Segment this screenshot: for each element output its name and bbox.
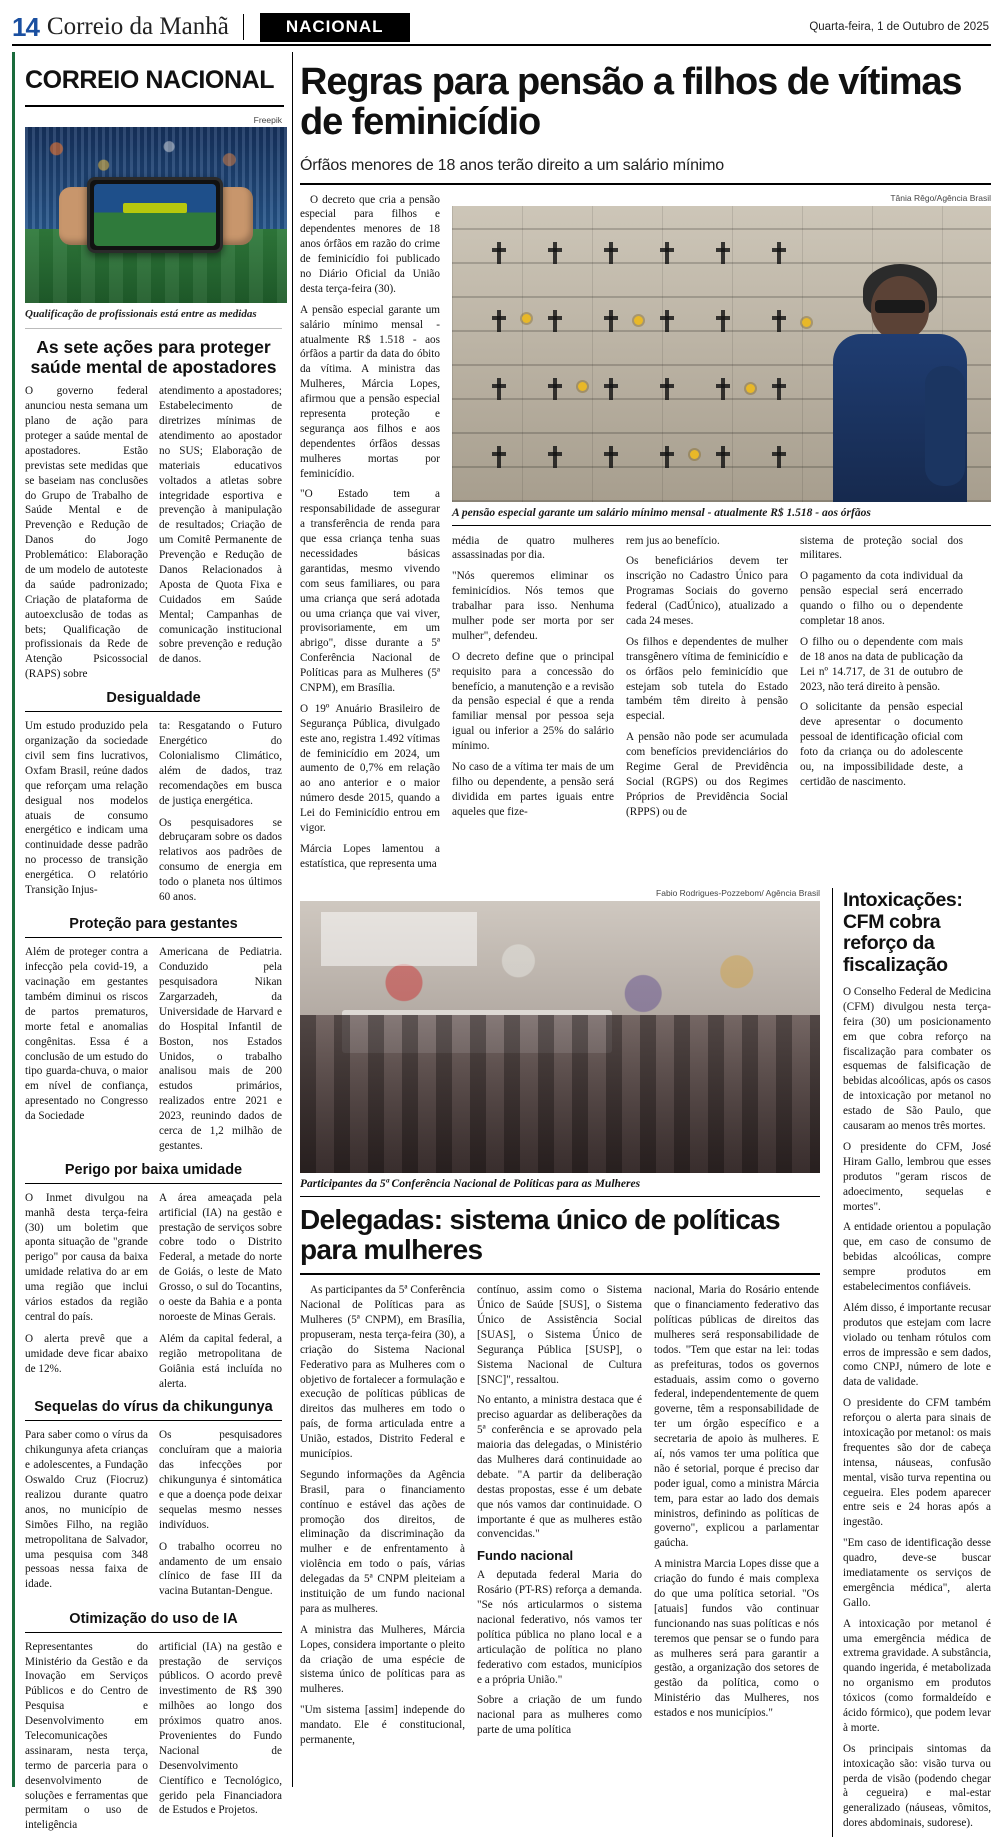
headline-rule	[300, 183, 991, 185]
conference-photo	[300, 901, 820, 1173]
paragraph: contínuo, assim como o Sistema Único de Saúde [SUS], o Sistema Único de Assistência Social [SUAS], o Sistema Único de Segurança Pública [SUSP], o Sistema Nacional de Cultura [SNC]", ressaltou.	[477, 1284, 642, 1386]
paragraph: O alerta prevê que a umidade deve ficar abaixo de 12%.	[25, 1332, 148, 1375]
sidebar-article2-headline: Desigualdade	[106, 690, 201, 707]
divider	[25, 1420, 282, 1421]
paragraph: Os pesquisadores se debruçaram sobre os dados relativos aos padrões de consumo de energia em todo o planeta nos últimos 60 anos.	[159, 816, 282, 903]
paragraph: Os principais sintomas da intoxicação são: visão turva ou perda de visão (podendo chegar à cegueira) e mal-estar generalizado (náuseas, vômitos, dores abdominais, sudorese).	[843, 1742, 991, 1830]
main-photo-credit: Tânia Rêgo/Agência Brasil	[890, 192, 991, 203]
body-column-4	[800, 534, 963, 826]
cross-icon	[604, 446, 618, 468]
paragraph: Sobre a criação de um fundo nacional para as mulheres como parte de uma política	[477, 1694, 642, 1737]
divider	[25, 711, 282, 712]
paragraph: A deputada federal Maria do Rosário (PT-RS) reforça a demanda. "Se nós articularmos o sistema nacional federativo, nós vamos ter política pública no plano local e a articulação de política no plano federativo com estados, municípios e a própria União."	[477, 1569, 642, 1686]
memorial-wall-photo	[452, 206, 991, 502]
lower-photo-caption: Participantes da 5ª Conferência Nacional de Políticas para as Mulheres	[300, 1177, 641, 1190]
paragraph: Além de proteger contra a infecção pela covid-19, a vacinação em gestantes também diminui os riscos de partos prematuros, morte fetal e anomalias congênitas. Essa é a conclusão de um estudo do tipo guarda-chuva, o maior em nível de confiança, apresentado no Congresso da Sociedade	[25, 946, 148, 1123]
paragraph: Os beneficiários devem ter inscrição no Cadastro Único para Programas Sociais do governo federal (CadÚnico), atualizado a cada 24 meses.	[626, 555, 788, 627]
page-title: Regras para pensão a filhos de vítimas de feminicídio	[300, 61, 962, 144]
lower-column-1	[300, 1283, 465, 1754]
cross-icon	[716, 242, 730, 264]
paragraph: A área ameaçada pela artificial (IA) na gestão e prestação de serviços sobre cobre todo o Distrito Federal, a metade do norte de Goiás, o leste de Mato Grosso, o sul do Tocantins, o oeste da Bahia e a ponta noroeste de Minas Gerais.	[159, 1191, 282, 1323]
cross-icon	[660, 242, 674, 264]
cross-icon	[492, 310, 506, 332]
page-subtitle: Órfãos menores de 18 anos terão direito a um salário mínimo	[300, 156, 724, 174]
main-photo-caption: A pensão especial garante um salário mínimo mensal - atualmente R$ 1.518 - aos órfãos	[452, 506, 871, 519]
flower-icon	[578, 382, 587, 391]
paragraph: O presidente do CFM também reforçou o alerta para sinais de intoxicação por metanol: os mais frequentes são dor de cabeça intensa, náuseas, confusão mental, visão turva repentina ou cegueira. Eles podem aparecer entre seis e 24 horas após a ingestão.	[843, 1397, 991, 1529]
cross-icon	[604, 242, 618, 264]
paper-title: Correio da Manhã	[46, 13, 229, 40]
paragraph: "O Estado tem a responsabilidade de assegurar a transferência de renda para que essa criança tenha suas necessidades básicas garantidas, mesmo vivendo com seus familiares, ou para uma criança que será adotada ou uma criança que vai viver, provisoriamente, em um abrigo", disse durante a 5ª Conferência Nacional de Políticas para as Mulheres (5ª CNPM), em Brasília.	[300, 488, 440, 695]
conference-banner	[321, 912, 477, 966]
paragraph: Os pesquisadores concluíram que a maioria das infecções por chikungunya é sintomática e que a doença pode deixar sequelas mesmo nesses indivíduos.	[159, 1429, 282, 1531]
continuation-columns	[452, 534, 991, 826]
caption-rule	[300, 1196, 820, 1197]
subsection-heading-fundo-nacional: Fundo nacional	[477, 1548, 574, 1564]
caption-rule	[25, 328, 282, 329]
paragraph: atendimento a apostadores; Estabelecimento de diretrizes mínimas de atendimento ao apostador no SUS; Elaboração de materiais educativos voltados a atletas sobre integridade esportiva e prevenção à manipulação de resultados; Criação de um Comitê Permanente de Prevenção e Redução de Danos Relacionados à Aposta de Quota Fixa e Cuidados em Saúde Mental; Campanhas de comunicação institucional sobre prevenção e redução de danos.	[159, 385, 282, 666]
sidebar-article4-headline: Perigo por baixa umidade	[64, 1161, 243, 1178]
paragraph: O decreto que cria a pensão especial para filhos e dependentes menores de 18 anos órfãos em razão do crime de feminicídio foi publicado no Diário Oficial da União desta terça-feira (30).	[300, 193, 440, 295]
paragraph: O Inmet divulgou na manhã desta terça-feira (30) um boletim que aponta situação de "grande perigo" por causa da baixa umidade relativa do ar em uma região que inclui vários estados da região central do país.	[25, 1191, 148, 1323]
cross-icon	[548, 242, 562, 264]
cross-icon	[492, 378, 506, 400]
masthead-rule	[12, 44, 991, 46]
masthead-divider	[243, 14, 244, 40]
paragraph: O 19º Anuário Brasileiro de Segurança Pública, divulgado este ano, registra 1.492 vítimas de feminicídio em 2024, um aumento de 0,7% em relação ao ano anterior e o maior número desde 2015, quando a Lei do Feminicídio entrou em vigor.	[300, 702, 440, 835]
cross-icon	[772, 378, 786, 400]
lower-left-block	[300, 888, 820, 1837]
paragraph: Além disso, é importante recusar produtos que estejam com lacre violado ou tenham rótulos com erros de impressão e sem dados, como CNPJ, número de lote e data de validade.	[843, 1301, 991, 1389]
cross-icon	[660, 378, 674, 400]
main-content	[300, 52, 991, 1837]
paragraph: Um estudo produzido pela organização da sociedade civil sem fins lucrativos, Oxfam Brasil, reúne dados que reforçam uma relação desigual nos modelos atuais de consumo energético e indicam uma continuidade desse padrão no processo de transição energética. O relatório Transição Injus-	[25, 720, 148, 896]
flower-icon	[522, 314, 531, 323]
sidebar-article6-headline: Otimização do uso de IA	[69, 1610, 238, 1627]
conference-audience	[300, 1015, 820, 1173]
paragraph: Os filhos e dependentes de mulher transgênero vítima de feminicídio e os órfãos pelo feminicídio que estejam sob tutela do Estado também têm direito à pensão especial.	[626, 635, 788, 723]
body-column-2	[452, 534, 614, 826]
cross-icon	[716, 446, 730, 468]
cross-icon	[772, 310, 786, 332]
paragraph: ta: Resgatando o Futuro Energético do Colonialismo Climático, além de dados, traz recomendações em busca de justiça energética.	[159, 720, 282, 807]
lead-column	[300, 193, 440, 878]
cross-icon	[660, 446, 674, 468]
sidebar-main-divider	[292, 52, 293, 1787]
sidebar-article5-body	[25, 1428, 282, 1602]
paragraph: Americana de Pediatria. Conduzido pela pesquisadora Nikan Zargarzadeh, da Universidade de Harvard e do Hospital Infantil de Boston, nos Estados Unidos, o trabalho analisou mais de 200 estudos primários, realizados entre 2021 e 2023, reunindo dados de cerca de 1,2 milhão de gestantes.	[159, 946, 282, 1152]
paragraph: O pagamento da cota individual da pensão especial será encerrado quando o filho ou o dependente completar 18 anos.	[800, 570, 963, 627]
paragraph: rem jus ao benefício.	[626, 534, 720, 547]
paragraph: O governo federal anunciou nesta semana um plano de ação para proteger a saúde mental de apostadores. Estão previstas sete medidas que se baseiam nas conclusões do Grupo de Trabalho de Saúde Mental e de Prevenção e Redução de Danos do Jogo Problemático: Elaboração de um modelo de autoteste da saúde padronizado; Criação de plataforma de autoexclusão de todas as bets; Qualificação de profissionais da Rede de Atenção Psicossocial (RAPS) sobre	[25, 385, 148, 681]
stadium-photo	[25, 127, 287, 303]
cross-icon	[548, 310, 562, 332]
paragraph: média de quatro mulheres assassinadas por dia.	[452, 534, 614, 562]
paragraph: No caso de a vítima ter mais de um filho ou dependente, a pensão será dividida em partes iguais entre aqueles que fize-	[452, 761, 614, 818]
cross-icon	[548, 446, 562, 468]
edition-date: Quarta-feira, 1 de Outubro de 2025	[809, 21, 989, 33]
paragraph: sistema de proteção social dos militares.	[800, 534, 963, 562]
paragraph: "Um sistema [assim] independe do mandato. Ele é constitucional, permanente,	[300, 1704, 465, 1747]
smartphone	[87, 177, 223, 253]
lower-columns	[300, 1283, 820, 1754]
paragraph: O filho ou o dependente com mais de 18 anos na data de publicação da Lei nº 14.717, de 31 de outubro de 2023, não terá direito à pensão.	[800, 635, 963, 693]
cross-icon	[548, 378, 562, 400]
paragraph: O decreto define que o principal requisito para a concessão do benefício, a manutenção e a revisão da pensão especial é que a renda familiar mensal por pessoa seja igual ou inferior a 25% do salário mínimo.	[452, 650, 614, 753]
divider	[25, 937, 282, 938]
sidebar-photo-caption: Qualificação de profissionais está entre as medidas	[25, 308, 257, 320]
lower-section	[300, 888, 991, 1837]
sidebar-article2-body	[25, 719, 282, 908]
arm	[925, 366, 965, 486]
lower-column-2	[477, 1283, 642, 1754]
sidebar-photo-credit: Freepik	[253, 115, 282, 125]
cross-icon	[716, 310, 730, 332]
paragraph: artificial (IA) na gestão e prestação de serviços públicos. O acordo prevê investimento de R$ 390 milhões ao longo dos próximos quatro anos. Provenientes do Fundo Nacional de Desenvolvimento Científico e Tecnológico, gerido pela Financiadora de Estudos e Projetos.	[159, 1640, 282, 1817]
lower-photo-credit: Fabio Rodrigues-Pozzebom/ Agência Brasil	[656, 887, 820, 898]
paragraph: "Nós queremos eliminar os feminicídios. Nós temos que trabalhar para isso. Nenhuma mulher pode ser morta por ser mulher", defendeu.	[452, 570, 614, 642]
flower-icon	[690, 450, 699, 459]
sidebar-article1-body	[25, 384, 282, 682]
paragraph: A ministra das Mulheres, Márcia Lopes, considera importante o pleito da criação de uma espécie de sistema único de políticas para as mulheres.	[300, 1623, 465, 1696]
divider	[25, 1183, 282, 1184]
side-article-intoxicacoes	[832, 888, 991, 1837]
sidebar-article5-headline: Sequelas do vírus da chikungunya	[34, 1399, 273, 1416]
cross-icon	[772, 242, 786, 264]
paragraph: nacional, Maria do Rosário entende que o financiamento federativo das políticas públicas de direitos das mulheres será responsabilidade de todos. "Tem que estar na lei: todas as prefeituras, todos os governos estaduais, assim como o governo federal, independentemente de quem governe, têm a responsabilidade de ter um órgão específico e a secretaria de apoio às mulheres. E aí, nós vamos ter uma política que não é setorial, porque é preciso dar poder igual, como a ministra Márcia tem, para estar ao lado dos demais ministros, definindo as políticas de governo", explicou a parlamentar gaúcha.	[654, 1284, 819, 1550]
cross-icon	[492, 446, 506, 468]
sidebar-article4-body	[25, 1191, 282, 1392]
sidebar-article3-body	[25, 945, 282, 1153]
paragraph: No entanto, a ministra destaca que é preciso aguardar as deliberações da 5ª conferência e se aprovado pela maioria das delegadas, o Ministério das Mulheres dará continuidade ao debate. "A partir da deliberação destas propostas, esse é um debate que nós vamos dar continuidade. O importante é que as mulheres estão convencidas."	[477, 1394, 642, 1541]
sidebar-title: CORREIO NACIONAL	[25, 66, 275, 94]
sunglasses	[875, 300, 925, 313]
phone-screen	[94, 184, 216, 246]
paragraph: O Conselho Federal de Medicina (CFM) divulgou nesta terça-feira (30) um posicionamento em que cobra reforço na fiscalização para combater os esquemas de falsificação de bebidas alcoólicas, após os casos de intoxicação por metanol no estado de São Paulo, que causaram ao menos três mortes.	[843, 986, 991, 1133]
divider	[25, 1632, 282, 1633]
page-number: 14	[12, 11, 39, 42]
cross-icon	[604, 378, 618, 400]
paragraph: Márcia Lopes lamentou a estatística, que representa uma	[300, 842, 440, 870]
paragraph: Segundo informações da Agência Brasil, para o financiamento contínuo e estável das ações de promoção dos direitos, de eliminação da discriminação da mulher e de enfrentamento à violência em todo o país, várias delegadas da 5ª CNPM pleiteiam a instituição de um fundo nacional para as mulheres.	[300, 1468, 465, 1615]
body-column-3	[626, 534, 788, 826]
paragraph: A pensão não pode ser acumulada com benefícios previdenciários do Regime Geral de Previdência Social (RGPS) ou dos Regimes Próprios de Previdência Social (RPPS) ou de	[626, 731, 788, 818]
paragraph: O solicitante da pensão especial deve apresentar o documento pessoal de identificação oficial com foto da criança ou do adolescente ou, na impossibilidade deste, a certidão de nascimento.	[800, 701, 963, 788]
paragraph: O trabalho ocorreu no andamento de um ensaio clínico de fase III da vacina Butantan-Dengue.	[159, 1540, 282, 1598]
flower-icon	[746, 384, 755, 393]
secondary-headline: Delegadas: sistema único de políticas para mulheres	[300, 1203, 780, 1265]
top-block	[300, 193, 991, 878]
paragraph: O presidente do CFM, José Hiram Gallo, lembrou que esses produtos "geram riscos de adoecimento, sequelas e mortes".	[843, 1140, 991, 1213]
cross-icon	[492, 242, 506, 264]
paragraph: A entidade orientou a população que, em caso de consumo de bebidas alcoólicas, compre sempre produtos em estabelecimentos confiáveis.	[843, 1221, 991, 1293]
cross-icon	[772, 446, 786, 468]
secondary-headline-rule	[300, 1273, 820, 1275]
flower-icon	[802, 318, 811, 327]
sidebar-rule	[25, 105, 284, 107]
woman-figure	[827, 270, 973, 502]
lower-column-3	[654, 1283, 819, 1754]
sidebar-article6-body	[25, 1640, 282, 1834]
flower-icon	[634, 316, 643, 325]
side-article-headline: Intoxicações: CFM cobra reforço da fiscalização	[843, 888, 963, 977]
cross-icon	[716, 378, 730, 400]
paragraph: Além da capital federal, a região metropolitana de Goiânia está incluída no alerta.	[159, 1332, 282, 1390]
paragraph: Representantes do Ministério da Gestão e da Inovação em Serviços Públicos e do Centro de Pesquisa e Desenvolvimento em Telecomunicações assinaram, nesta terça, termo de parceria para o desenvolvimento de soluções e ferramentas que permitam o uso de inteligência	[25, 1640, 148, 1832]
paragraph: A pensão especial garante um salário mínimo mensal - atualmente R$ 1.518 - aos órfãos a partir da data do óbito da vítima. A ministra das Mulheres, Márcia Lopes, afirmou que a pensão especial representa proteção e segurança aos filhos e aos dependentes órfãos dessas mulheres mortas por feminicídio.	[300, 303, 440, 480]
paragraph: "Em caso de identificação desse quadro, deve-se buscar imediatamente os serviços de emergência médica", alerta Gallo.	[843, 1537, 991, 1609]
paragraph: A intoxicação por metanol é uma emergência médica de extrema gravidade. A substância, quando ingerida, é metabolizada no organismo em produtos tóxicos (como formaldeído e ácido fórmico), que podem levar à morte.	[843, 1617, 991, 1734]
paragraph: As participantes da 5ª Conferência Nacional de Políticas para as Mulheres (5ª CNPM), em Brasília, propuseram, nesta terça-feira (30), a criação do Sistema Nacional Federativo para as Mulheres com o objetivo de fortalecer a formulação e execução de políticas públicas de direitos das mulheres em todo o país, de forma articulada entre a União, estados, Distrito Federal e municípios.	[300, 1284, 465, 1460]
caption-rule	[452, 525, 991, 526]
sidebar-article3-headline: Proteção para gestantes	[69, 916, 238, 933]
cross-icon	[604, 310, 618, 332]
cross-icon	[660, 310, 674, 332]
paragraph: Para saber como o vírus da chikungunya afeta crianças e adolescentes, a Fundação Oswaldo Cruz (Fiocruz) realizou durante quatro anos, no município de Simões Filho, na região metropolitana de Salvador, uma pesquisa com 348 pessoas nessa faixa de idade.	[25, 1429, 148, 1591]
masthead	[12, 10, 991, 44]
section-badge: NACIONAL	[260, 13, 410, 42]
main-photo-block	[452, 193, 991, 878]
sidebar-correio-nacional	[12, 52, 284, 1832]
sidebar-article1-headline: As sete ações para proteger saúde mental de apostadores	[30, 336, 277, 378]
paragraph: A ministra Marcia Lopes disse que a criação do fundo é mais complexa do que uma política setorial. "Os [atuais] fundos vão continuar funcionando nas suas políticas e nós teremos que pensar se o fundo para as mulheres será para garantir a gestão, a organização dos setores de gestão da política, como o Ministério das Mulheres, nos estados e nos municípios."	[654, 1558, 819, 1720]
